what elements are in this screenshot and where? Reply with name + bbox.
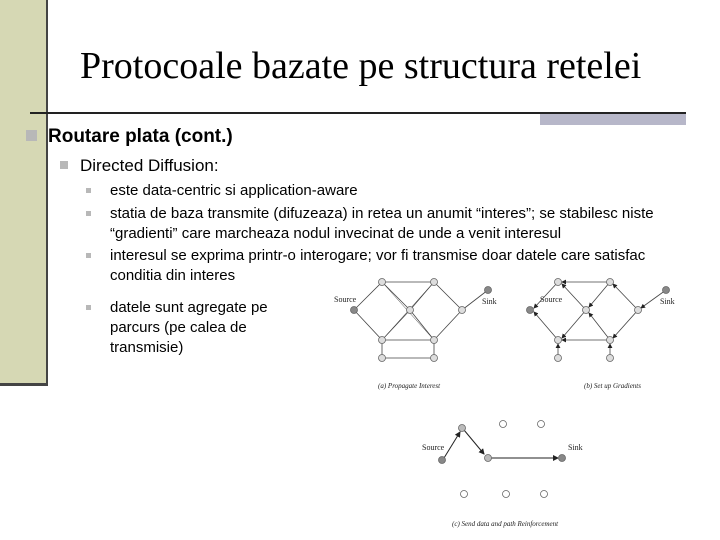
panel-a-propagate-interest <box>354 282 488 358</box>
bullet-level2 <box>60 156 219 176</box>
panel-a-source-label: Source <box>334 295 357 304</box>
panel-c-sink-label: Sink <box>568 443 583 452</box>
panel-c-send-data <box>444 430 558 458</box>
panel-b-caption: (b) Set up Gradients <box>584 382 641 390</box>
bullet-text: datele sunt agregate pe parcurs (pe calea de transmisie) <box>110 299 268 356</box>
square-bullet-icon <box>60 161 68 169</box>
square-bullet-icon <box>26 130 37 141</box>
bullet-text: este data-centric si application-aware <box>110 182 358 199</box>
bullet-level1 <box>26 126 233 148</box>
bullet-text: statia de baza transmite (difuzeaza) in retea un anumit “interes”; se stabilesc niste “gradienti” care marcheaza nodul invecinat de unde a venit interesul <box>110 205 654 242</box>
side-bar-shadow <box>0 383 48 386</box>
panel-a-nodes <box>351 279 492 362</box>
panel-b-nodes <box>527 279 670 362</box>
panel-b-sink-label: Sink <box>660 297 675 306</box>
panel-c-caption: (c) Send data and path Reinforcement <box>452 520 559 528</box>
decorative-side-bar <box>0 0 48 383</box>
directed-diffusion-figure <box>322 268 720 540</box>
panel-c-nodes <box>439 421 566 498</box>
panel-b-source-label: Source <box>540 295 563 304</box>
slide-title: Protocoale bazate pe structura retelei <box>80 45 642 87</box>
panel-c-source-label: Source <box>422 443 445 452</box>
square-bullet-icon <box>86 211 91 216</box>
panel-a-caption: (a) Propagate Interest <box>378 382 441 390</box>
bullet-text: interesul se exprima printr-o interogare; vor fi transmise doar datele care satisfac conditia din interes <box>110 247 646 284</box>
title-rule-accent <box>540 114 686 125</box>
bullet-level1-text: Routare plata (cont.) <box>48 126 233 147</box>
panel-a-sink-label: Sink <box>482 297 497 306</box>
bullet-level2-text: Directed Diffusion: <box>80 156 219 175</box>
square-bullet-icon <box>86 253 91 258</box>
diffusion-diagram <box>322 268 720 540</box>
square-bullet-icon <box>86 305 91 310</box>
panel-b-set-up-gradients <box>534 282 666 358</box>
square-bullet-icon <box>86 188 91 193</box>
